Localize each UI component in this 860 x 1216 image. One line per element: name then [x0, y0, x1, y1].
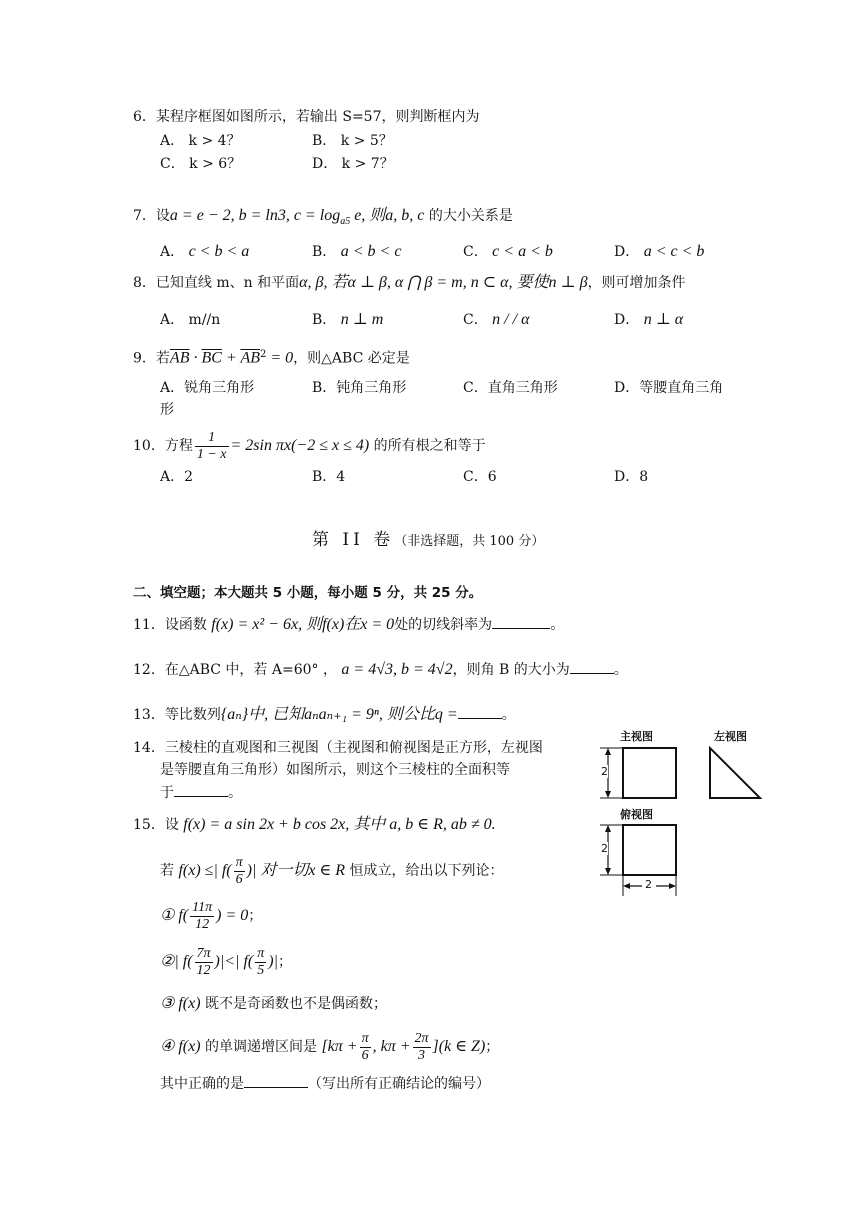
- q10-option-d: D．8: [614, 469, 649, 485]
- front-height-dim: 2: [601, 765, 608, 778]
- question-14-line1: 14．三棱柱的直观图和三视图（主视图和俯视图是正方形，左视图: [133, 740, 543, 756]
- q10-option-a: A．2: [160, 469, 194, 485]
- q9-option-a: A．锐角三角形: [160, 380, 255, 396]
- q7-option-c: C． c < a < b: [463, 243, 553, 260]
- q7-suffix: 的大小关系是: [424, 208, 513, 224]
- q10-fraction: $\frac{1}{1 - x}$: [196, 429, 227, 462]
- q6-option-c: C． k > 6？: [160, 156, 242, 172]
- section-two-heading: 二、填空题；本大题共 5 小题，每小题 5 分，共 25 分。: [133, 585, 483, 601]
- q6-option-d: D． k > 7？: [312, 156, 394, 172]
- q9-option-d-wrap: 形: [160, 402, 174, 418]
- q9-option-d: D．等腰直角三角: [614, 380, 724, 396]
- question-15-stem: 15．设 f(x) = a sin 2x + b cos 2x, 其中 a, b ∈ R, ab ≠ 0.: [133, 816, 496, 833]
- q7-prefix: 7．设: [133, 208, 170, 224]
- question-14-line2: 是等腰直角三角形）如图所示，则这个三棱柱的全面积等: [160, 762, 510, 778]
- question-9-stem: 9．若$\overline{AB} \cdot \overline{BC} + \overline{AB}^2 = 0$，则△ABC 必定是: [133, 349, 410, 367]
- top-width-dim: 2: [645, 878, 652, 891]
- question-10-stem: 10．方程 $\frac{1}{1 - x}$ = 2sin πx(−2 ≤ x ≤ 4) 的所有根之和等于: [133, 429, 486, 462]
- q7-option-b: B． a < b < c: [312, 243, 402, 260]
- part-two-heading: [312, 525, 544, 550]
- left-view-label: 左视图: [714, 730, 747, 743]
- q7-option-a: A． c < b < a: [160, 243, 250, 260]
- top-view-square: [623, 825, 676, 875]
- top-depth-dim: 2: [601, 842, 608, 855]
- three-views-figure: [596, 728, 766, 918]
- part-two-title: 第 II 卷: [312, 530, 395, 550]
- q10-option-b: B．4: [312, 469, 346, 485]
- q8-option-a: A． m//n: [160, 312, 221, 328]
- left-view-triangle: [710, 748, 760, 798]
- question-11: 11．设函数 f(x) = x² − 6x, 则f(x)在x = 0处的切线斜率为 。: [133, 616, 565, 633]
- answer-blank: [570, 659, 614, 674]
- q6-option-b: B． k > 5？: [312, 133, 393, 149]
- q15-condition: 若 f(x) ≤| f( $\frac{\pi}{6}$ )| 对一切x ∈ R 恒成立，给出以下列论：: [160, 854, 504, 887]
- q15-statement-3: ③ f(x) 既不是奇函数也不是偶函数；: [160, 995, 387, 1012]
- q7-log-base: a5: [340, 215, 351, 227]
- question-13: 13．等比数列{aₙ}中, 已知aₙaₙ₊₁ = 9ⁿ, 则公比q = 。: [133, 706, 516, 723]
- answer-blank: [492, 614, 550, 629]
- answer-blank: [244, 1073, 308, 1088]
- q15-answer-line: 其中正确的是 （写出所有正确结论的编号）: [160, 1073, 490, 1094]
- q10-option-c: C．6: [463, 469, 497, 485]
- part-two-note: （非选择题，共 100 分）: [394, 534, 545, 549]
- q7-expr: a = e − 2, b = ln3, c = log: [169, 207, 341, 224]
- question-14-line3: 于 。: [160, 782, 242, 803]
- q8-option-d: D． n ⊥ α: [614, 311, 684, 328]
- q9-option-b: B．钝角三角形: [312, 380, 407, 396]
- q7-expr2: e, 则a, b, c: [350, 207, 425, 224]
- q15-statement-1: ① f( $\frac{11\pi}{12}$ ) = 0；: [160, 899, 263, 932]
- question-6-stem: 6．某程序框图如图所示，若输出 S=57，则判断框内为: [133, 109, 480, 125]
- q15-statement-4: ④ f(x) 的单调递增区间是 [kπ + $\frac{\pi}{6}$ , kπ + $\frac{2\pi}{3}$ ](k ∈ Z)；: [160, 1030, 500, 1063]
- q6-option-a: A． k > 4？: [160, 133, 241, 149]
- answer-blank: [174, 782, 228, 797]
- three-views-drawing: [596, 728, 766, 918]
- front-view-square: [623, 748, 676, 798]
- answer-blank: [458, 704, 502, 719]
- q15-statement-2: ②| f( $\frac{7\pi}{12}$ )|<| f( $\frac{\pi}{5}$ )|；: [160, 945, 292, 978]
- q7-option-d: D． a < c < b: [614, 243, 705, 260]
- question-8-stem: 8．已知直线 m、n 和平面α, β, 若α ⊥ β, α ⋂ β = m, n ⊂ α, 要使n ⊥ β，则可增加条件: [133, 274, 686, 291]
- question-12: 12．在△ABC 中，若 A=60° ， a = 4√3, b = 4√2，则角 B 的大小为 。: [133, 661, 628, 678]
- top-view-label: 俯视图: [620, 808, 653, 821]
- q8-option-b: B． n ⊥ m: [312, 311, 384, 328]
- front-view-label: 主视图: [620, 730, 653, 743]
- q8-option-c: C． n / / α: [463, 311, 530, 328]
- q9-option-c: C．直角三角形: [463, 380, 558, 396]
- question-7-stem: [133, 206, 513, 232]
